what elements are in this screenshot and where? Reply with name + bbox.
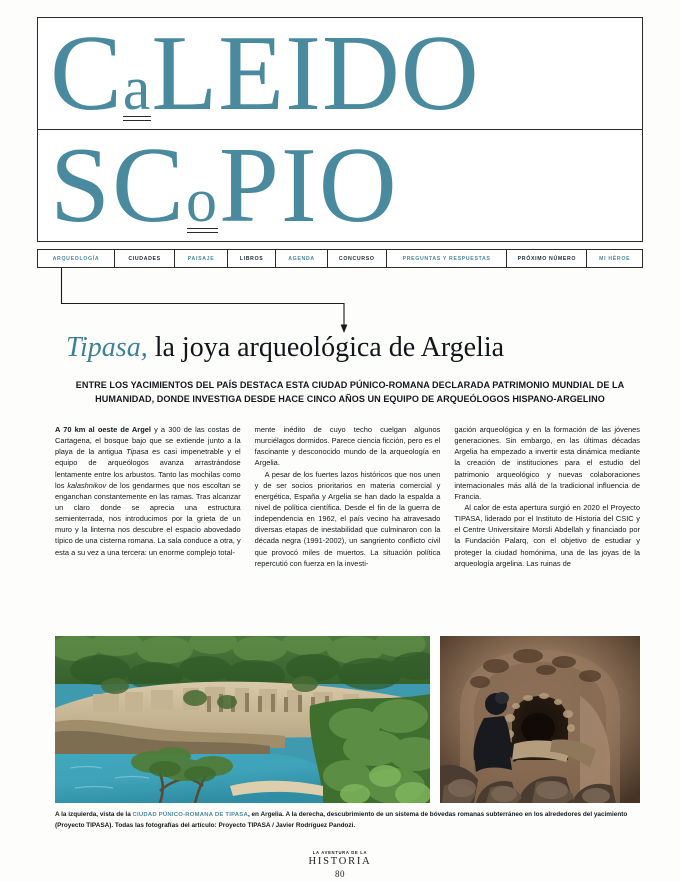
nav-item-preguntas-y-respuestas[interactable]: PREGUNTAS Y RESPUESTAS <box>387 250 508 267</box>
paragraph: Al calor de esta apertura surgió en 2020 el Proyecto TIPASA, liderado por el Instituto de Historia del CSIC y el Centre Universitaire Morsli Abdellah y financiado por la Fundación Palarq, con el objetivo de estudiar y proteger la ciudad homónima, una de las joyas de la arqueología argelina. Las ruinas de <box>454 502 641 568</box>
connector-arrow <box>37 268 367 336</box>
masthead-line1-part-a: C <box>50 17 123 129</box>
paragraph: A pesar de los fuertes lazos históricos que nos unen y de ser socios prioritarios en materia comercial y energética, España y Argelia se han dado la espalda a nivel de política científica. Desde el fin de la guerra de independencia en 1962, el país vecino ha atravesado diversas etapas de inestabilidad que culminaron con la década negra (1991-2002), un sangriento conflicto civil que provocó miles de muertos. La situación política repercutió con fuerza en la investi- <box>254 469 441 568</box>
nav-item-ciudades[interactable]: CIUDADES <box>115 250 175 267</box>
photo-caption <box>55 810 640 831</box>
article-column-3 <box>454 424 640 569</box>
masthead-line-2 <box>50 129 399 242</box>
section-navigation-bar[interactable] <box>37 249 643 268</box>
photo-underground-vault <box>440 636 640 803</box>
article-lead-in: A 70 km al oeste de Argel <box>55 425 151 434</box>
footer-page-number: 80 <box>334 869 346 879</box>
article-column-1 <box>55 424 241 569</box>
masthead-line2-lowercase-o: o <box>185 166 219 235</box>
photo-coastal-ruins <box>55 636 430 803</box>
masthead-line2-part-b: PIO <box>218 129 399 242</box>
italic-kalashnikov: kalashnikov <box>67 480 107 490</box>
headline-lead-word: Tipasa, <box>66 332 148 363</box>
footer-magazine-kicker: LA AVENTURA DE LA <box>312 850 368 855</box>
nav-item-mi-heroe[interactable]: MI HÉROE <box>599 255 631 262</box>
nav-item-libros[interactable]: LIBROS <box>228 250 276 267</box>
paragraph-text: y a 300 de las costas de Cartagena, el bosque bajo que se extiende junto a la playa de la antigua <box>55 425 241 457</box>
paragraph: gación arqueológica y en la formación de las jóvenes generaciones. Sin embargo, en las últimas décadas Argelia ha empezado a invertir esta dinámica mediante la creación de instituciones para el estudio del patrimonio arqueológico y nuevas colaboraciones internacionales más allá de la tradicional influencia de Francia. <box>454 425 641 501</box>
nav-item-paisaje[interactable]: PAISAJE <box>175 250 228 267</box>
article-column-2 <box>255 424 441 569</box>
paragraph-text: de los gendarmes que nos escoltan se enganchan constantemente en las ramas. Tras alcanzar un claro donde se aprecia una estructura semienterrada, nos introducimos por la grieta de un muro y la linterna nos descubre el espacio abovedado típico de una cisterna romana. La sala conduce a otra, y esta a su vez a una tercera: un enorme complejo total- <box>55 480 241 557</box>
masthead-line1-lowercase-a: a <box>122 54 152 123</box>
nav-item-proximo-numero[interactable]: PRÓXIMO NÚMERO <box>507 250 587 267</box>
caption-part-1: A la izquierda, vista de la <box>55 811 133 818</box>
paragraph <box>55 424 241 558</box>
masthead-row-1 <box>37 17 643 129</box>
masthead-line2-part-a: SC <box>50 129 186 242</box>
paragraph-text: es casi impenetrable y el equipo de arqueólogos avanza arrastrándose lentamente entre los arbustos. Tanto las mochilas como los <box>55 447 241 490</box>
paragraph: mente inédito de cuyo techo cuelgan algunos murciélagos dormidos. Parece ciencia ficción, pero es el fascinante y desconocido mundo de la arqueología en Argelia. <box>254 425 441 468</box>
caption-highlight: CIUDAD PÚNICO-ROMANA DE TIPASA <box>132 812 248 818</box>
italic-tipasa: Tipasa <box>126 447 149 457</box>
nav-item-concurso[interactable]: CONCURSO <box>328 250 387 267</box>
masthead-row-2 <box>37 129 643 242</box>
article-headline <box>66 333 638 362</box>
article-body-columns <box>55 424 640 569</box>
headline-rest: la joya arqueológica de Argelia <box>147 332 505 363</box>
page-footer <box>0 850 680 879</box>
masthead-line1-part-b: LEIDO <box>151 17 480 129</box>
masthead-line-1 <box>50 17 480 129</box>
masthead-underline-rule-2 <box>187 228 219 233</box>
nav-item-arqueologia[interactable]: ARQUEOLOGÍA <box>38 250 115 267</box>
caption-part-2: , en Argelia. A la derecha, descubrimiento de un sistema de bóvedas romanas subterráneo en los alrededores del yacimiento (Proyecto TIPASA). Todas las fotografías del artículo: Proyecto TIPASA / Javier Rodríguez Pandozi. <box>55 811 628 829</box>
masthead-underline-rule-1 <box>123 116 150 121</box>
masthead <box>37 17 643 242</box>
article-kicker: ENTRE LOS YACIMIENTOS DEL PAÍS DESTACA ESTA CIUDAD PÚNICO-ROMANA DECLARADA PATRIMONIO MUNDIAL DE LA HUMANIDAD, DONDE INVESTIGA DESDE HACE CINCO AÑOS UN EQUIPO DE ARQUEÓLOGOS HISPANO-ARGELINO <box>75 380 625 405</box>
nav-item-agenda[interactable]: AGENDA <box>276 250 327 267</box>
footer-magazine-title: HISTORIA <box>308 856 372 867</box>
